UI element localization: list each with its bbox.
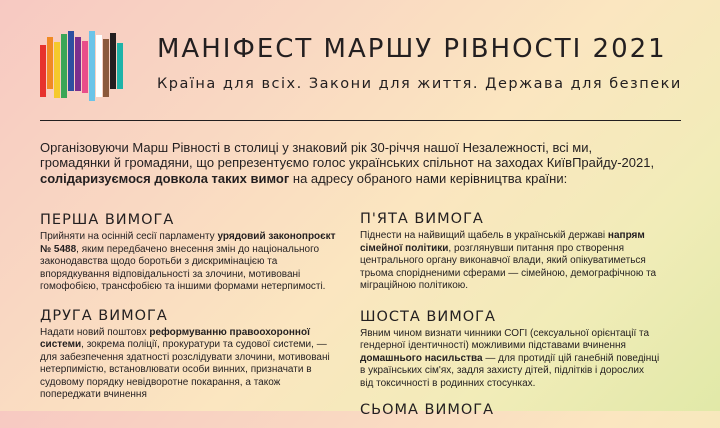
logo-stripe: [117, 43, 123, 89]
requirement-6-text: [360, 328, 660, 391]
requirement-5: [360, 211, 660, 293]
requirement-1-bold: урядовий законопроєкт № 5488: [40, 231, 336, 255]
requirement-5-text-b: , розглянувши питання про створення центрального органу виконавчої влади, який опікуватиметься трьома спорідненими сферами — сімейною, демографічною та міграційною політикою.: [360, 242, 657, 291]
right-column: [360, 211, 660, 428]
left-column: [40, 212, 340, 412]
intro-paragraph: [40, 140, 660, 186]
logo-stripe: [54, 42, 60, 98]
requirement-6-heading: ШОСТА ВИМОГА: [360, 308, 496, 325]
logo-stripe: [110, 33, 116, 89]
page-title: МАНІФЕСТ МАРШУ РІВНОСТІ 2021: [157, 34, 667, 64]
logo-stripe: [89, 31, 95, 101]
requirement-2: [40, 308, 340, 402]
requirement-5-text-a: Піднести на найвищий щабель в українській державі: [360, 230, 608, 241]
intro-text-2: на адресу обраного нами керівництва країни:: [289, 170, 568, 186]
requirement-7-heading: СЬОМА ВИМОГА: [360, 402, 495, 418]
logo-stripe: [47, 37, 53, 89]
requirement-2-text-b: , зокрема поліції, прокуратури та судової системи, — для забезпечення здатності розслідувати злочини, мотивовані нетерпимістю, встановлювати особи винних, призначати в судовому порядку невідворотне покарання, а також попереджати вчинення: [40, 339, 330, 400]
requirement-5-bold: напрям сімейної політики: [360, 230, 645, 254]
header-divider: [40, 120, 681, 121]
logo-stripe: [61, 34, 67, 98]
logo-stripe: [75, 37, 81, 91]
requirement-5-heading: П'ЯТА ВИМОГА: [360, 211, 484, 227]
requirement-1-text-b: , яким передбачено внесення змін до національного законодавства щодо боротьби з дискримінацією та впорядкування відповідальності за злочини, мотивовані гомофобією, трансфобією та іншими формами нетерпимості.: [40, 243, 326, 292]
logo-stripe: [40, 45, 46, 97]
requirement-1-heading: ПЕРША ВИМОГА: [40, 212, 175, 228]
logo-stripe: [82, 41, 88, 93]
requirement-6-text-a: Явним чином визнати чинники СОГІ (сексуальної орієнтації та гендерної ідентичності) можливими підставами вчинення: [360, 327, 650, 351]
intro-text-1: Організовуючи Марш Рівності в столиці у знаковий рік 30-річчя нашої Незалежності, всі ми, громадянки й громадяни, що репрезентуємо голос українських спільнот на заходах КиївПрайду-2021,: [40, 140, 655, 171]
requirement-6-text-b: — для протидії цій ганебній поведінці в українських сім'ях, задля захисту дітей, підлітків і дорослих від токсичності в родинних стосунках.: [360, 352, 660, 389]
requirement-2-text: [40, 327, 340, 402]
requirement-2-text-a: Надати новий поштовх: [40, 326, 150, 338]
requirement-6-bold: домашнього насильства: [360, 352, 483, 364]
intro-bold: солідаризуємося довкола таких вимог: [40, 170, 290, 186]
requirement-2-heading: ДРУГА ВИМОГА: [40, 307, 168, 324]
requirement-2-bold: реформуванню правоохоронної системи: [40, 326, 310, 350]
requirement-1-text: [40, 231, 340, 294]
logo-stripe: [68, 31, 74, 91]
requirement-7: [360, 402, 660, 418]
page-subtitle: Країна для всіх. Закони для життя. Держава для безпеки: [157, 76, 682, 92]
requirement-1: [40, 212, 340, 294]
requirement-6: [360, 309, 660, 391]
march-logo: [40, 31, 125, 106]
logo-stripe: [96, 35, 102, 97]
requirement-5-text: [360, 230, 660, 293]
requirement-1-text-a: Прийняти на осінній сесії парламенту: [40, 231, 218, 242]
logo-stripe: [103, 39, 109, 97]
